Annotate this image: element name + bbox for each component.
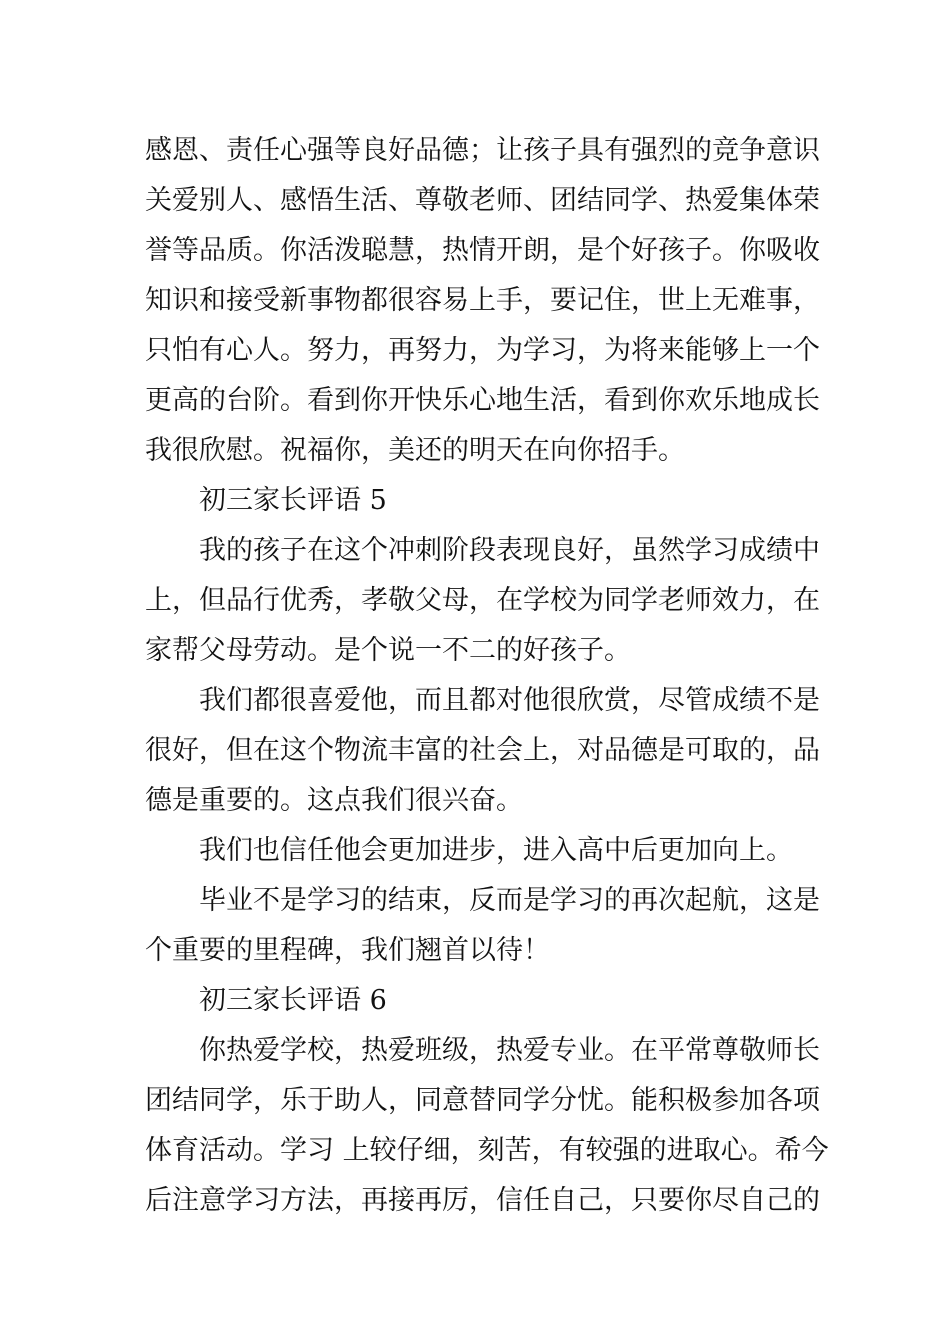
section-heading: 初三家长评语 6 (199, 985, 387, 1016)
section-heading: 初三家长评语 5 (199, 485, 387, 516)
paragraph-line: 我们也信任他会更加进步，进入高中后更加向上。 (199, 835, 793, 866)
paragraph-line: 我们都很喜爱他，而且都对他很欣赏，尽管成绩不是 (199, 685, 820, 716)
paragraph-line: 很好，但在这个物流丰富的社会上，对品德是可取的，品 (145, 735, 820, 766)
paragraph-line: 德是重要的。这点我们很兴奋。 (145, 785, 523, 816)
paragraph-line: 上，但品行优秀，孝敬父母，在学校为同学老师效力，在 (145, 585, 820, 616)
paragraph-line: 后注意学习方法，再接再厉，信任自己，只要你尽自己的 (145, 1185, 820, 1216)
document-body (145, 126, 829, 1226)
paragraph-line: 体育活动。学习 上较仔细，刻苦，有较强的进取心。希今 (145, 1135, 829, 1166)
paragraph-line: 你热爱学校，热爱班级，热爱专业。在平常尊敬师长 (199, 1035, 820, 1066)
paragraph-line: 毕业不是学习的结束，反而是学习的再次起航，这是 (199, 885, 820, 916)
paragraph-line: 只怕有心人。努力，再努力，为学习，为将来能够上一个 (145, 335, 820, 366)
paragraph-line: 个重要的里程碑，我们翘首以待！ (145, 935, 550, 966)
paragraph-line: 誉等品质。你活泼聪慧，热情开朗，是个好孩子。你吸收 (145, 235, 820, 266)
paragraph-line: 团结同学，乐于助人，同意替同学分忧。能积极参加各项 (145, 1085, 820, 1116)
paragraph-line: 更高的台阶。看到你开快乐心地生活，看到你欢乐地成长 (145, 385, 820, 416)
paragraph-line: 关爱别人、感悟生活、尊敬老师、团结同学、热爱集体荣 (145, 185, 820, 216)
paragraph-line: 知识和接受新事物都很容易上手，要记住，世上无难事， (145, 285, 820, 316)
paragraph-line: 家帮父母劳动。是个说一不二的好孩子。 (145, 635, 631, 666)
paragraph-line: 我很欣慰。祝福你，美还的明天在向你招手。 (145, 435, 685, 466)
paragraph-line: 感恩、责任心强等良好品德；让孩子具有强烈的竞争意识 (145, 135, 820, 166)
paragraph-line: 我的孩子在这个冲刺阶段表现良好，虽然学习成绩中 (199, 535, 820, 566)
